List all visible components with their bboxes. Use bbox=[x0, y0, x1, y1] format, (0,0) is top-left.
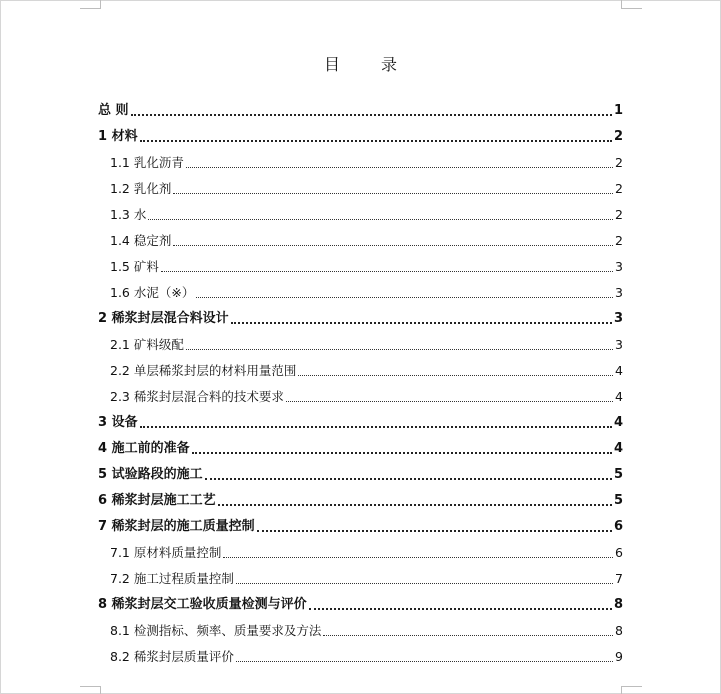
toc-dot-leader bbox=[196, 297, 613, 298]
toc-entry-page-number: 7 bbox=[615, 571, 623, 586]
toc-entry[interactable] bbox=[98, 463, 623, 489]
toc-entry-page-number: 2 bbox=[613, 129, 623, 144]
toc-entry[interactable] bbox=[98, 385, 623, 411]
page-corner-mark-top-right bbox=[621, 0, 642, 9]
toc-entry-label: 2.2 单层稀浆封层的材料用量范围 bbox=[110, 363, 297, 378]
toc-entry-label: 2.1 矿料级配 bbox=[110, 337, 184, 352]
toc-entry[interactable] bbox=[98, 307, 623, 333]
toc-entry-label: 总 则 bbox=[98, 103, 129, 118]
toc-dot-leader bbox=[140, 140, 612, 142]
toc-entry-label: 1.4 稳定剂 bbox=[110, 233, 172, 248]
toc-dot-leader bbox=[236, 661, 613, 662]
toc-dot-leader bbox=[323, 635, 613, 636]
toc-entry-label: 1.3 水 bbox=[110, 207, 147, 222]
toc-entry[interactable] bbox=[98, 177, 623, 203]
toc-dot-leader bbox=[218, 504, 612, 506]
toc-entry-label: 7.1 原材料质量控制 bbox=[110, 545, 222, 560]
toc-entry[interactable] bbox=[98, 125, 623, 151]
toc-entry[interactable] bbox=[98, 411, 623, 437]
toc-entry-page-number: 8 bbox=[615, 623, 623, 638]
toc-entry-page-number: 4 bbox=[613, 415, 623, 430]
toc-entry[interactable] bbox=[98, 489, 623, 515]
toc-dot-leader bbox=[257, 530, 612, 532]
toc-dot-leader bbox=[148, 219, 613, 220]
toc-entry-page-number: 3 bbox=[615, 337, 623, 352]
toc-entry[interactable] bbox=[98, 567, 623, 593]
toc-entry[interactable] bbox=[98, 359, 623, 385]
toc-title: 目 录 bbox=[323, 55, 416, 74]
toc-entry-page-number: 1 bbox=[613, 103, 623, 118]
toc-entry-page-number: 3 bbox=[613, 311, 623, 326]
toc-entry-label: 8.1 检测指标、频率、质量要求及方法 bbox=[110, 623, 322, 638]
toc-entry-label: 1 材料 bbox=[98, 129, 138, 144]
toc-entry[interactable] bbox=[98, 437, 623, 463]
page-corner-mark-top-left bbox=[80, 0, 101, 9]
toc-entry-page-number: 6 bbox=[613, 519, 623, 534]
toc-entry-page-number: 4 bbox=[613, 441, 623, 456]
toc-dot-leader bbox=[236, 583, 613, 584]
toc-entry-label: 2 稀浆封层混合料设计 bbox=[98, 311, 229, 326]
toc-entry-label: 1.1 乳化沥青 bbox=[110, 155, 184, 170]
toc-dot-leader bbox=[131, 114, 612, 116]
toc-entry[interactable] bbox=[98, 203, 623, 229]
toc-entry-label: 4 施工前的准备 bbox=[98, 441, 190, 456]
toc-entry-label: 3 设备 bbox=[98, 415, 138, 430]
toc-entry[interactable] bbox=[98, 541, 623, 567]
toc-dot-leader bbox=[205, 478, 612, 480]
toc-entry-page-number: 2 bbox=[615, 181, 623, 196]
toc-dot-leader bbox=[231, 322, 612, 324]
toc-dot-leader bbox=[173, 245, 613, 246]
toc-entry[interactable] bbox=[98, 619, 623, 645]
toc-entry-page-number: 5 bbox=[613, 493, 623, 508]
toc-entry-label: 1.2 乳化剂 bbox=[110, 181, 172, 196]
toc-dot-leader bbox=[161, 271, 613, 272]
toc-entry-page-number: 3 bbox=[615, 285, 623, 300]
toc-entry-page-number: 5 bbox=[613, 467, 623, 482]
toc-entry[interactable] bbox=[98, 333, 623, 359]
page-corner-mark-bottom-right bbox=[621, 686, 642, 694]
toc-entry-page-number: 2 bbox=[615, 155, 623, 170]
toc-dot-leader bbox=[140, 426, 612, 428]
toc-entry-label: 1.6 水泥（※） bbox=[110, 285, 195, 300]
toc-entry[interactable] bbox=[98, 645, 623, 671]
toc-entry[interactable] bbox=[98, 99, 623, 125]
toc-entry-page-number: 4 bbox=[615, 363, 623, 378]
toc-entry[interactable] bbox=[98, 255, 623, 281]
toc-entry-label: 5 试验路段的施工 bbox=[98, 467, 203, 482]
toc-dot-leader bbox=[186, 167, 613, 168]
toc-dot-leader bbox=[286, 401, 613, 402]
toc-entry-page-number: 9 bbox=[615, 649, 623, 664]
toc-entry-label: 6 稀浆封层施工工艺 bbox=[98, 493, 216, 508]
toc-entry[interactable] bbox=[98, 593, 623, 619]
page-corner-mark-bottom-left bbox=[80, 686, 101, 694]
toc-entry-label: 2.3 稀浆封层混合料的技术要求 bbox=[110, 389, 284, 404]
toc-dot-leader bbox=[223, 557, 613, 558]
toc-entry-page-number: 8 bbox=[613, 597, 623, 612]
toc-entry-label: 1.5 矿料 bbox=[110, 259, 159, 274]
toc-entry-page-number: 6 bbox=[615, 545, 623, 560]
toc-entry-label: 8.2 稀浆封层质量评价 bbox=[110, 649, 234, 664]
toc-entry-page-number: 2 bbox=[615, 207, 623, 222]
toc-entry-page-number: 3 bbox=[615, 259, 623, 274]
toc-entry[interactable] bbox=[98, 229, 623, 255]
toc-dot-leader bbox=[298, 375, 613, 376]
toc-entry-page-number: 2 bbox=[615, 233, 623, 248]
toc-entry-label: 7 稀浆封层的施工质量控制 bbox=[98, 519, 255, 534]
toc-entry-label: 8 稀浆封层交工验收质量检测与评价 bbox=[98, 597, 307, 612]
toc-entry-label: 7.2 施工过程质量控制 bbox=[110, 571, 234, 586]
table-of-contents bbox=[98, 99, 623, 671]
toc-dot-leader bbox=[186, 349, 613, 350]
toc-dot-leader bbox=[309, 608, 612, 610]
toc-dot-leader bbox=[192, 452, 612, 454]
toc-entry[interactable] bbox=[98, 515, 623, 541]
toc-entry[interactable] bbox=[98, 281, 623, 307]
toc-dot-leader bbox=[173, 193, 613, 194]
toc-entry-page-number: 4 bbox=[615, 389, 623, 404]
toc-entry[interactable] bbox=[98, 151, 623, 177]
